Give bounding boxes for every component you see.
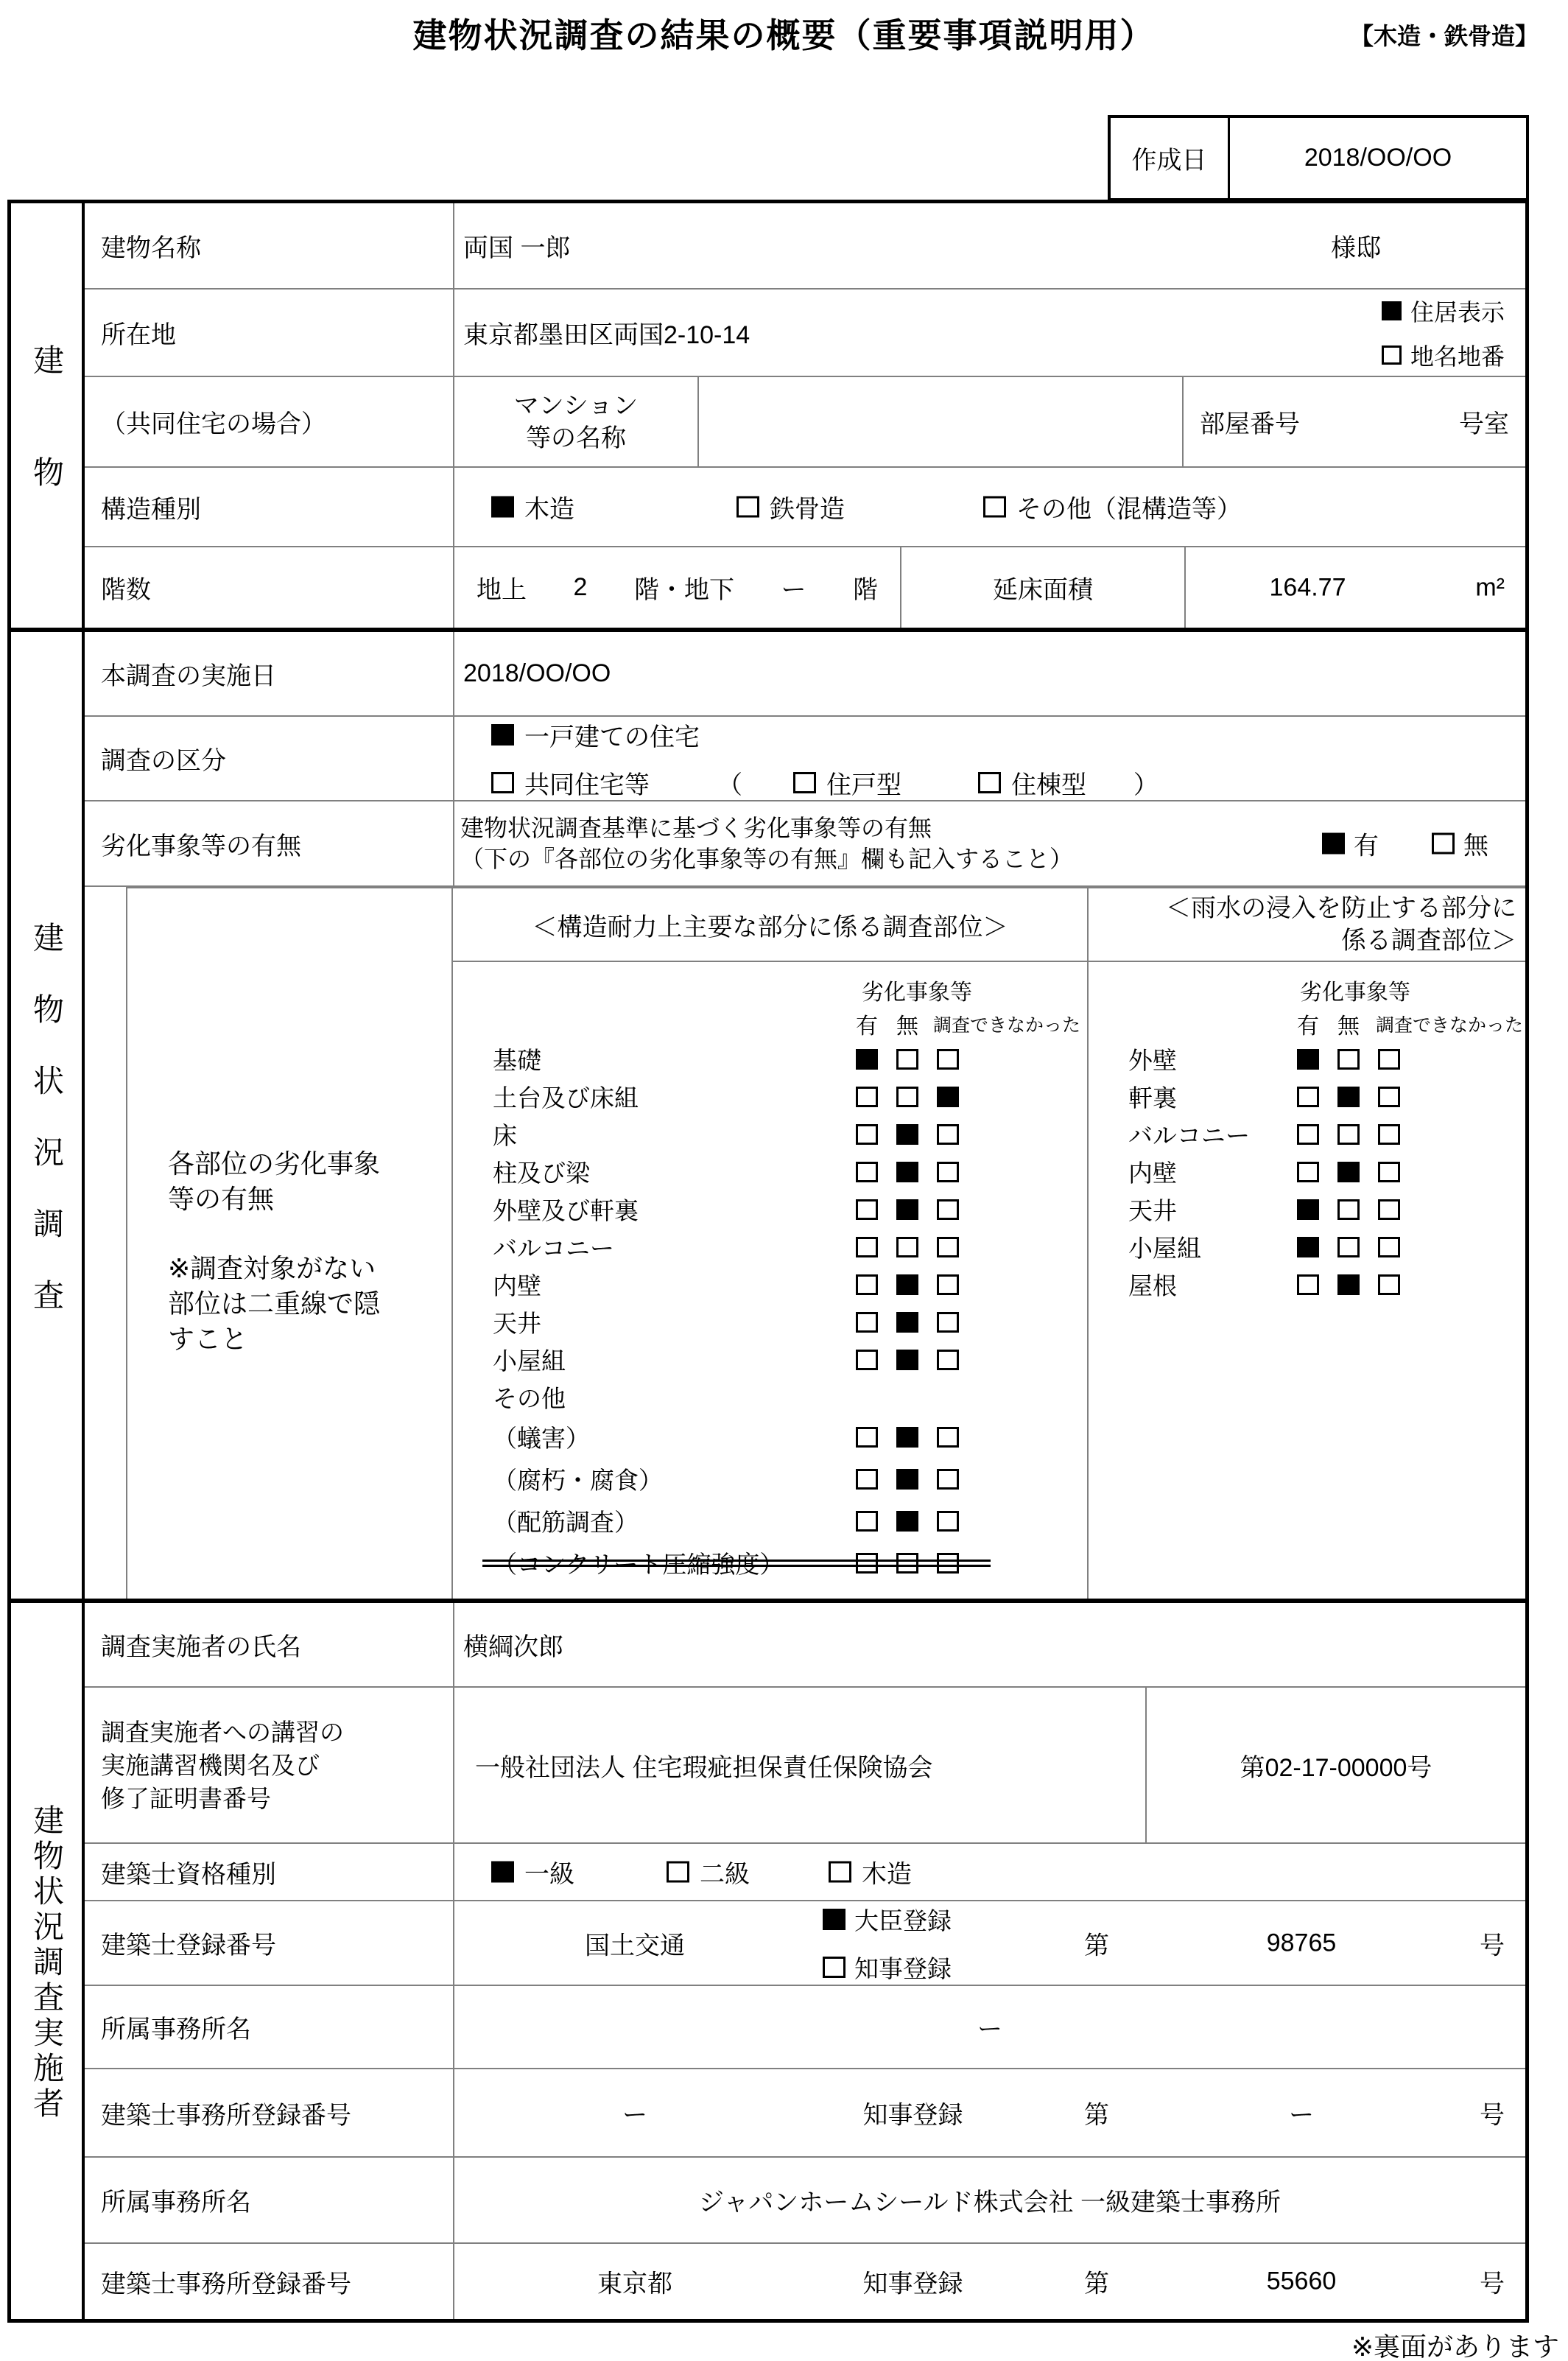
row-floors [85, 547, 1525, 628]
row-office2-registration [85, 2244, 1525, 2319]
floors-label: 階数 [85, 547, 454, 628]
row-architect-registration [85, 1901, 1525, 1986]
option-whole-building-type-label: 住棟型 [1011, 771, 1086, 799]
checkbox-yes[interactable] [856, 1511, 878, 1532]
course-label-line3: 修了証明書番号 [101, 1784, 271, 1812]
checkbox-no-checked[interactable] [896, 1427, 918, 1448]
checkbox-no[interactable] [1337, 1049, 1360, 1070]
architect-qualification-label: 建築士資格種別 [85, 1844, 454, 1900]
checkbox-no-checked[interactable] [896, 1274, 918, 1295]
option-juukyo-hyouji [1382, 294, 1505, 328]
option-minister-registration [823, 1902, 952, 1937]
checkbox-no[interactable] [1337, 1124, 1360, 1145]
subheader-no: 無 [896, 1014, 918, 1039]
checkbox-no-checked[interactable] [896, 1312, 918, 1333]
part-label: バルコニー [1128, 1122, 1250, 1149]
row-condo [85, 377, 1525, 468]
checkbox-no-checked[interactable] [896, 1350, 918, 1370]
checkbox-na[interactable] [1378, 1274, 1400, 1295]
parts-table [126, 887, 1525, 1599]
option-governor-registration-label: 知事登録 [854, 1954, 952, 1982]
parts-row [453, 1378, 1087, 1416]
office-registration-authority[interactable]: ー [622, 2101, 647, 2130]
checkbox-yes-checked[interactable] [1297, 1237, 1319, 1257]
part-label: 外壁 [1128, 1047, 1177, 1074]
checkbox-yes[interactable] [856, 1162, 878, 1182]
course-label-line1: 調査実施者への講習の [101, 1718, 344, 1746]
option-governor-registration [823, 1950, 952, 1985]
checkbox-na[interactable] [1378, 1162, 1400, 1182]
checkbox-yes[interactable] [856, 1427, 878, 1448]
checkbox-na[interactable] [937, 1312, 959, 1333]
registration-type-options [823, 1902, 952, 1985]
checkbox-na[interactable] [937, 1237, 959, 1257]
office2-registration-label: 建築士事務所登録番号 [85, 2244, 454, 2319]
row-building-name [85, 203, 1525, 290]
parts-table-label: 各部位の劣化事象等の有無 [168, 1148, 381, 1214]
floors-mid-label: 階・地下 [633, 576, 734, 604]
row-address [85, 290, 1525, 377]
rainwater-header-line1: ＜雨水の浸入を防止する部分に [1166, 894, 1516, 922]
office-registration-suffix: 号 [1480, 2101, 1505, 2130]
office2-name-label: 所属事務所名 [85, 2158, 454, 2242]
checkbox-yes[interactable] [856, 1274, 878, 1295]
section-building-side [11, 203, 85, 628]
checkbox-yes[interactable] [856, 1312, 878, 1333]
checkbox-chimei-chiban[interactable] [1382, 345, 1402, 365]
architect-registration-label: 建築士登録番号 [85, 1901, 454, 1985]
degradation-yes-label: 有 [1354, 832, 1379, 860]
checkbox-na[interactable] [937, 1511, 959, 1532]
option-other-structure-label: その他（混構造等） [1016, 495, 1242, 524]
checkbox-na[interactable] [937, 1199, 959, 1220]
checkbox-na[interactable] [1378, 1087, 1400, 1107]
floors-below-value[interactable]: ー [781, 576, 806, 604]
checkbox-na[interactable] [937, 1124, 959, 1145]
parts-table-note: ※調査対象がない部位は二重線で隠すこと [168, 1253, 381, 1354]
part-label: 基礎 [493, 1047, 541, 1074]
section-survey-side-label: 建物状況調査 [29, 921, 64, 1350]
address-type-options [1382, 294, 1505, 372]
section-survey-side [11, 632, 85, 1599]
section-surveyor-side-label: 建物状況調査実施者 [29, 1804, 64, 2122]
floors-value [454, 547, 901, 628]
room-number-suffix: 号室 [1459, 410, 1509, 438]
checkbox-no-checked[interactable] [896, 1469, 918, 1490]
condo-name-label-line2: 等の名称 [526, 424, 626, 452]
checkbox-na[interactable] [937, 1274, 959, 1295]
checkbox-yes[interactable] [1297, 1162, 1319, 1182]
checkbox-yes-checked[interactable] [1297, 1199, 1319, 1220]
parts-row [453, 1040, 1087, 1078]
option-second-class [667, 1854, 750, 1890]
row-surveyor-name [85, 1603, 1525, 1688]
part-label: （コンクリート圧縮強度） [493, 1551, 784, 1578]
rainwater-column-header [1089, 888, 1525, 962]
registration-number[interactable]: 98765 [1266, 1929, 1337, 1957]
part-label: 屋根 [1128, 1272, 1177, 1299]
checkbox-no[interactable] [1337, 1237, 1360, 1257]
parts-row [453, 1303, 1087, 1341]
option-wood [491, 489, 574, 525]
structural-column-header: ＜構造耐力上主要な部分に係る調査部位＞ [453, 888, 1087, 962]
building-name-value[interactable]: 両国 一郎 [463, 234, 571, 262]
checkbox-na[interactable] [1378, 1124, 1400, 1145]
parts-row [1089, 1190, 1525, 1228]
checkbox-yes-checked[interactable] [856, 1049, 878, 1070]
degradation-subheader: 劣化事象等 [1300, 980, 1410, 1005]
part-label: 小屋組 [493, 1347, 566, 1375]
surveyor-name-label: 調査実施者の氏名 [85, 1603, 454, 1686]
part-label: 床 [493, 1122, 517, 1149]
row-survey-class [85, 717, 1525, 801]
row-office2-name [85, 2158, 1525, 2244]
part-label: 軒裏 [1128, 1084, 1177, 1112]
floors-unit-label: 階 [852, 576, 878, 604]
parts-row [453, 1341, 1087, 1378]
part-label: 柱及び梁 [493, 1160, 590, 1187]
row-structure-type [85, 468, 1525, 547]
office-registration-label: 建築士事務所登録番号 [85, 2069, 454, 2156]
page-title: 建物状況調査の結果の概要（重要事項説明用） [412, 16, 1156, 55]
parts-row [1089, 1115, 1525, 1153]
office-name-label: 所属事務所名 [85, 1986, 454, 2068]
course-certificate-number[interactable]: 第02-17-00000号 [1240, 1753, 1432, 1782]
option-chimei-chiban-label: 地名地番 [1410, 343, 1505, 370]
main-table [7, 200, 1529, 2323]
back-side-note: ※裏面があります [1351, 2332, 1559, 2361]
registration-number-suffix: 号 [1480, 1932, 1505, 1960]
option-other-structure [983, 489, 1242, 525]
subheader-no: 無 [1337, 1014, 1360, 1039]
paren-close: ） [1133, 771, 1159, 799]
checkbox-no-checked[interactable] [896, 1199, 918, 1220]
part-label: 天井 [493, 1310, 541, 1337]
checkbox-yes[interactable] [1297, 1274, 1319, 1295]
option-unit-type-label: 住戸型 [826, 771, 901, 799]
parts-row [453, 1115, 1087, 1153]
subheader-na: 調査できなかった [933, 1015, 1081, 1036]
option-apartment [491, 765, 1159, 801]
part-label: 土台及び床組 [493, 1084, 639, 1112]
parts-row [453, 1266, 1087, 1303]
course-label-line2: 実施講習機関名及び [101, 1751, 320, 1779]
part-label: 天井 [1128, 1197, 1177, 1224]
parts-row [453, 1416, 1087, 1458]
office-registration-prefix: 第 [1084, 2101, 1109, 2130]
floor-area-value[interactable]: 164.77 [1269, 573, 1346, 601]
parts-row [1089, 1153, 1525, 1190]
checkbox-no-checked[interactable] [896, 1511, 918, 1532]
surveyor-name-value[interactable]: 横綱次郎 [463, 1633, 563, 1661]
building-name-label: 建物名称 [85, 203, 454, 288]
checkbox-yes[interactable] [1297, 1124, 1319, 1145]
checkbox-degradation-yes-checked[interactable] [1322, 833, 1345, 855]
option-wood-label: 木造 [524, 495, 574, 524]
checkbox-first-class-checked[interactable] [491, 1862, 514, 1883]
checkbox-unit-type[interactable] [793, 772, 816, 793]
checkbox-yes[interactable] [856, 1350, 878, 1370]
office-name-value[interactable]: ー [977, 2016, 1002, 2043]
section-building-side-label: 建物 [29, 344, 64, 568]
option-first-class [491, 1854, 574, 1890]
checkbox-no-checked[interactable] [1337, 1087, 1360, 1107]
checkbox-no[interactable] [896, 1237, 918, 1257]
row-architect-qualification [85, 1844, 1525, 1901]
part-label: （蟻害） [493, 1425, 590, 1452]
parts-row [1089, 1040, 1525, 1078]
degradation-text-line2: （下の『各部位の劣化事象等の有無』欄も記入すること） [460, 846, 1074, 872]
floors-above-label: 地上 [477, 576, 527, 604]
degradation-yes-no [1322, 826, 1488, 862]
survey-date-label: 本調査の実施日 [85, 632, 454, 715]
parts-row [453, 1078, 1087, 1115]
checkbox-second-class[interactable] [667, 1862, 689, 1883]
row-office-registration [85, 2069, 1525, 2158]
checkbox-whole-building-type[interactable] [978, 772, 1001, 793]
checkbox-yes[interactable] [856, 1087, 878, 1107]
structure-type-label: 構造種別 [85, 468, 454, 546]
degradation-no-label: 無 [1463, 832, 1488, 860]
checkbox-wood-checked[interactable] [491, 497, 514, 518]
paren-open: （ [717, 771, 742, 799]
checkbox-yes[interactable] [856, 1199, 878, 1220]
office2-registration-prefix: 第 [1084, 2270, 1109, 2298]
degradation-subheader: 劣化事象等 [862, 980, 972, 1005]
option-apartment-label: 共同住宅等 [524, 771, 650, 799]
floors-above-value[interactable]: 2 [573, 573, 588, 601]
building-name-suffix: 様邸 [1331, 234, 1381, 262]
parts-row [1089, 1266, 1525, 1303]
office-registration-type: 知事登録 [862, 2101, 963, 2130]
checkbox-no-checked[interactable] [896, 1124, 918, 1145]
checkbox-na-checked[interactable] [937, 1087, 959, 1107]
office-registration-number[interactable]: ー [1289, 2101, 1314, 2130]
degradation-text-line1: 建物状況調査基準に基づく劣化事象等の有無 [460, 815, 932, 841]
double-strikethrough [482, 1560, 991, 1567]
part-label: 内壁 [1128, 1160, 1177, 1187]
checkbox-no[interactable] [1337, 1199, 1360, 1220]
section-survey [11, 628, 1525, 1599]
course-organization[interactable]: 一般社団法人 住宅瑕疵担保責任保険協会 [454, 1688, 1147, 1842]
condo-label: （共同住宅の場合） [85, 377, 454, 466]
checkbox-yes[interactable] [856, 1124, 878, 1145]
option-wooden-class [829, 1854, 912, 1890]
checkbox-detached-house-checked[interactable] [491, 724, 514, 746]
parts-table-label-cell [127, 888, 453, 1599]
registration-number-prefix: 第 [1084, 1932, 1109, 1960]
option-minister-registration-label: 大臣登録 [854, 1906, 952, 1934]
checkbox-no-checked[interactable] [896, 1162, 918, 1182]
row-parts-table [85, 887, 1525, 1599]
section-building [11, 203, 1525, 628]
option-second-class-label: 二級 [700, 1860, 750, 1889]
checkbox-minister-registration-checked[interactable] [823, 1909, 845, 1930]
office2-registration-type: 知事登録 [862, 2270, 963, 2298]
checkbox-na[interactable] [937, 1162, 959, 1182]
checkbox-juukyo-hyouji-checked[interactable] [1382, 301, 1402, 320]
option-detached-house [491, 717, 1159, 753]
structural-items [453, 1039, 1087, 1599]
survey-class-label: 調査の区分 [85, 717, 454, 800]
parts-row [453, 1228, 1087, 1266]
survey-date-value[interactable]: 2018/OO/OO [463, 659, 611, 687]
office2-name-value[interactable]: ジャパンホームシールド株式会社 一級建築士事務所 [698, 2189, 1282, 2217]
checkbox-na[interactable] [1378, 1049, 1400, 1070]
option-juukyo-hyouji-label: 住居表示 [1410, 298, 1505, 326]
checkbox-na[interactable] [937, 1049, 959, 1070]
part-label: 外壁及び軒裏 [493, 1197, 639, 1224]
rainwater-subheader [1089, 962, 1525, 1039]
checkbox-na[interactable] [937, 1350, 959, 1370]
degradation-label: 劣化事象等の有無 [85, 801, 454, 885]
checkbox-apartment[interactable] [491, 772, 514, 793]
condo-name-label-line1: マンション [513, 391, 639, 420]
row-office-name [85, 1986, 1525, 2069]
checkbox-no-checked[interactable] [1337, 1162, 1360, 1182]
row-survey-date [85, 632, 1525, 717]
checkbox-yes[interactable] [856, 1237, 878, 1257]
parts-column-rainwater [1089, 888, 1525, 1599]
parts-row [1089, 1078, 1525, 1115]
floor-area-label: 延床面積 [901, 547, 1186, 628]
option-chimei-chiban [1382, 338, 1505, 372]
registration-authority[interactable]: 国土交通 [585, 1932, 685, 1960]
created-date-label: 作成日 [1111, 118, 1230, 198]
checkbox-steel[interactable] [736, 497, 759, 518]
checkbox-other-structure[interactable] [983, 497, 1006, 518]
section-surveyor [11, 1599, 1525, 2319]
part-label: （腐朽・腐食） [493, 1467, 663, 1494]
parts-row [1089, 1228, 1525, 1266]
subheader-na: 調査できなかった [1376, 1015, 1524, 1036]
subheader-yes: 有 [1297, 1014, 1319, 1039]
structural-subheader [453, 962, 1087, 1039]
option-steel-label: 鉄骨造 [770, 495, 845, 524]
condo-name-input[interactable] [699, 377, 1184, 466]
checkbox-na[interactable] [937, 1469, 959, 1490]
option-wooden-class-label: 木造 [862, 1860, 912, 1889]
checkbox-yes[interactable] [1297, 1087, 1319, 1107]
rainwater-items [1089, 1039, 1525, 1599]
parts-row [453, 1190, 1087, 1228]
address-value[interactable]: 東京都墨田区両国2-10-14 [463, 321, 750, 349]
checkbox-no[interactable] [896, 1087, 918, 1107]
checkbox-yes[interactable] [856, 1469, 878, 1490]
checkbox-governor-registration[interactable] [823, 1957, 845, 1978]
created-date-value[interactable]: 2018/OO/OO [1304, 144, 1452, 172]
office2-registration-number[interactable]: 55660 [1266, 2267, 1337, 2295]
checkbox-no[interactable] [896, 1049, 918, 1070]
part-label: （配筋調査） [493, 1509, 639, 1536]
address-label: 所在地 [85, 290, 454, 376]
checkbox-na[interactable] [1378, 1237, 1400, 1257]
subheader-yes: 有 [856, 1014, 878, 1039]
checkbox-no-checked[interactable] [1337, 1274, 1360, 1295]
floor-area-unit: m² [1475, 573, 1505, 601]
room-number-label: 部屋番号 [1200, 410, 1300, 438]
checkbox-wooden-class[interactable] [829, 1862, 851, 1883]
option-first-class-label: 一級 [524, 1860, 574, 1889]
checkbox-na[interactable] [1378, 1199, 1400, 1220]
option-detached-house-label: 一戸建ての住宅 [524, 723, 700, 751]
parts-row [453, 1458, 1087, 1500]
part-label: 内壁 [493, 1272, 541, 1299]
checkbox-degradation-no[interactable] [1432, 833, 1455, 855]
parts-row [453, 1500, 1087, 1542]
part-label: バルコニー [493, 1235, 614, 1262]
row-degradation [85, 801, 1525, 887]
checkbox-na[interactable] [937, 1427, 959, 1448]
office2-registration-authority[interactable]: 東京都 [597, 2270, 672, 2298]
checkbox-yes-checked[interactable] [1297, 1049, 1319, 1070]
row-course [85, 1688, 1525, 1844]
parts-row [453, 1153, 1087, 1190]
part-label: その他 [493, 1385, 566, 1412]
option-steel [736, 489, 845, 525]
parts-column-structural [453, 888, 1089, 1599]
course-label [85, 1688, 454, 1842]
condo-name-label [454, 377, 699, 466]
created-date-box [1108, 115, 1529, 201]
parts-row [453, 1542, 1087, 1584]
office2-registration-suffix: 号 [1480, 2270, 1505, 2298]
section-surveyor-side [11, 1603, 85, 2319]
part-label: 小屋組 [1128, 1235, 1201, 1262]
rainwater-header-line2: 係る調査部位＞ [1341, 927, 1516, 955]
structure-type-tag: 【木造・鉄骨造】 [1349, 23, 1539, 49]
